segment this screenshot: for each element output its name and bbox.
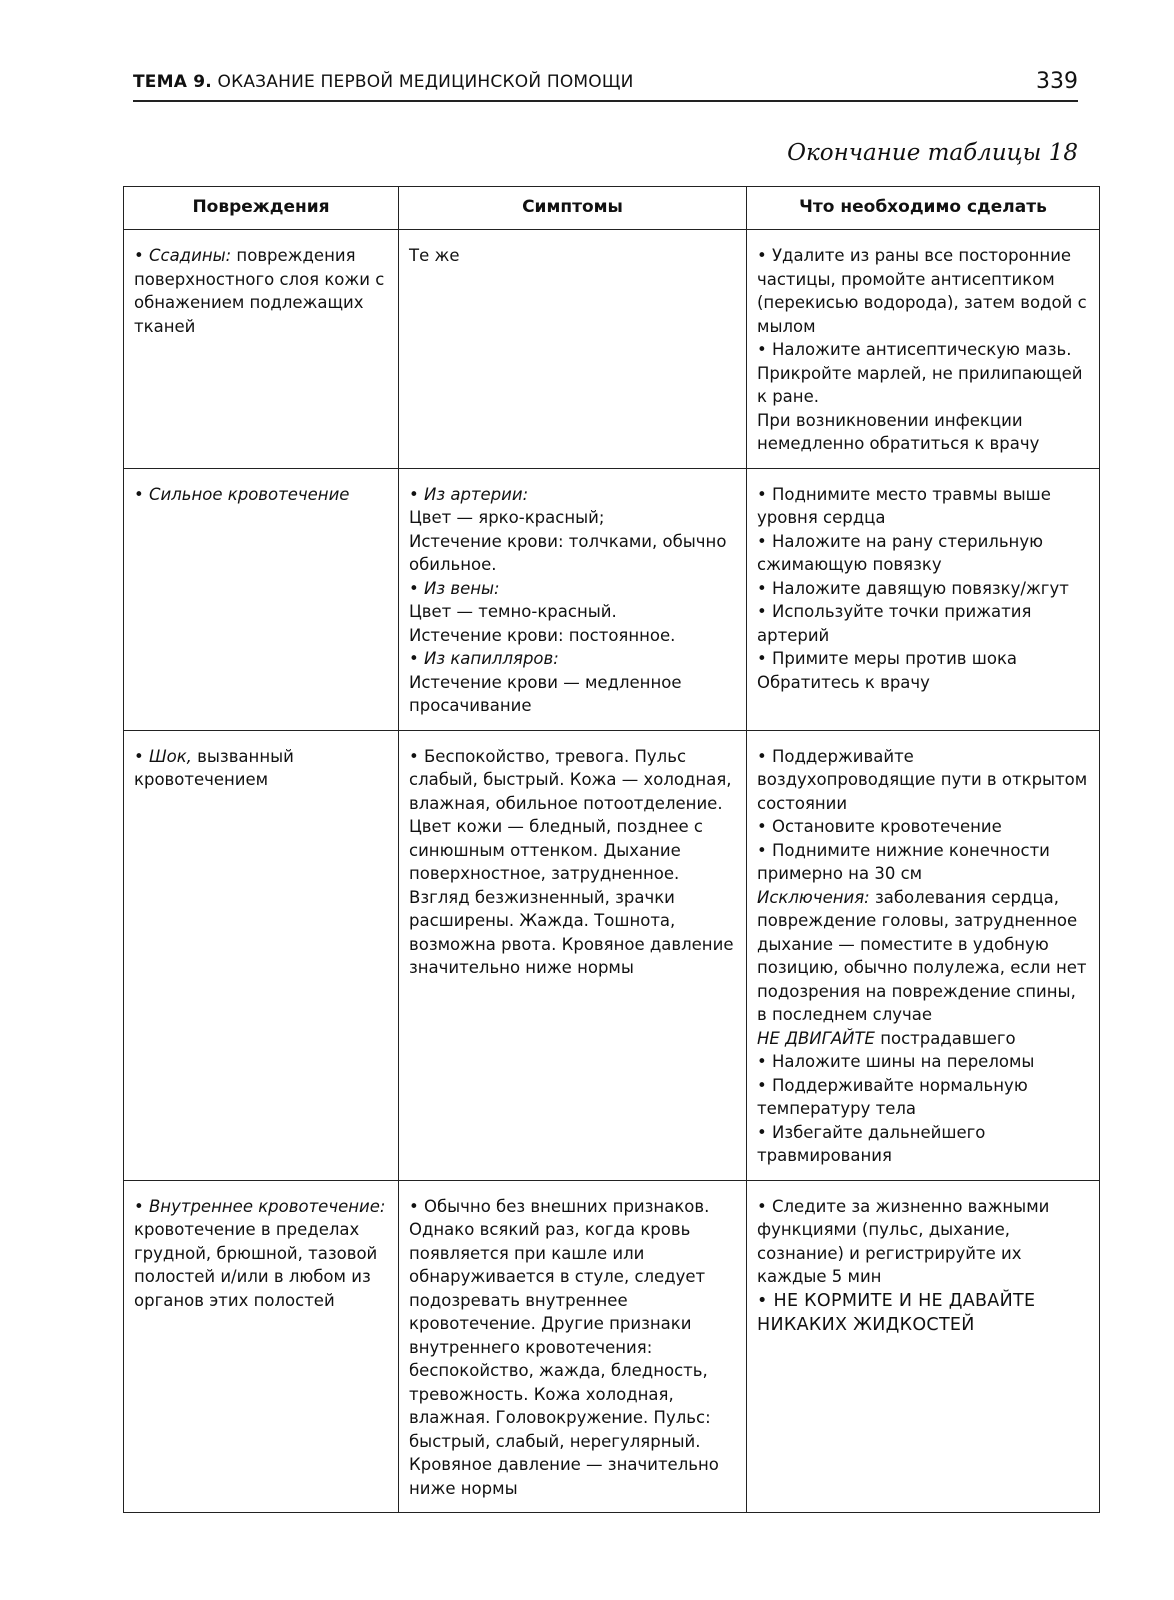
cell-line [757, 530, 1089, 577]
cell-line [757, 1074, 1089, 1121]
cell-line [757, 577, 1089, 601]
cell-line [409, 244, 736, 268]
cell-line [757, 886, 1089, 1027]
cell-text: • Следите за жизненно важными функциями (пульс, дыхание, сознание) и регистрируйте их каждые 5 мин [757, 1196, 1050, 1286]
cell-line [757, 1289, 1089, 1338]
cell-text: Цвет — темно-красный. [409, 602, 617, 621]
row-shock [124, 730, 1100, 1180]
cell-text: Те же [409, 246, 460, 265]
cell-text: • Внутреннее кровотечение: [134, 1196, 386, 1216]
actions-cell [747, 230, 1100, 469]
cell-line [409, 624, 736, 648]
symptoms-cell [399, 730, 747, 1180]
column-header-symptoms: Симптомы [399, 187, 747, 230]
cell-text: • Из вены: [409, 578, 500, 598]
cell-text: • Обычно без внешних признаков. Однако всякий раз, когда кровь появляется при кашле или обнаруживается в стуле, следует подозревать внутреннее кровотечение. Другие признаки внутреннего кровотечения: беспокойство, жажда, бледность, тревожность. Кожа холодная, влажная. Головокружение. Пульс: быстрый, слабый, нерегулярный. Кровяное давление — значительно ниже нормы [409, 1196, 719, 1498]
row-abrasions [124, 230, 1100, 469]
cell-line [409, 483, 736, 507]
cell-line [757, 338, 1089, 409]
cell-text: • Остановите кровотечение [757, 817, 1002, 836]
cell-text: заболевания сердца, повреждение головы, затрудненное дыхание — поместите в удобную позицию, обычно полулежа, если нет подозрения на повреждение спины, в последнем случае [757, 887, 1087, 1024]
table-header-row [124, 187, 1100, 230]
column-header-injuries: Повреждения [124, 187, 399, 230]
cell-line [757, 647, 1089, 671]
symptoms-cell [399, 468, 747, 730]
cell-text: • Примите меры против шока [757, 649, 1018, 668]
cell-line [409, 530, 736, 577]
header-title [133, 72, 634, 92]
cell-text: • Поднимите нижние конечности примерно на 30 см [757, 840, 1050, 883]
cell-text: • Ссадины: [134, 246, 232, 265]
cell-line [757, 1195, 1089, 1289]
cell-text: • Из капилляров: [409, 649, 559, 668]
cell-text: повреждения поверхностного слоя кожи с обнажением подлежащих тканей [134, 246, 385, 336]
cell-text: НЕ ДВИГАЙТЕ [757, 1028, 875, 1048]
cell-text: Истечение крови — медленное просачивание [409, 672, 682, 715]
cell-line [757, 1027, 1089, 1051]
actions-cell [747, 1180, 1100, 1513]
cell-line [757, 483, 1089, 530]
cell-line [757, 409, 1089, 456]
actions-cell [747, 468, 1100, 730]
cell-text: • Наложите антисептическую мазь. Прикройте марлей, не прилипающей к ране. [757, 340, 1083, 406]
row-severe-bleeding [124, 468, 1100, 730]
cell-line [409, 745, 736, 980]
injury-cell [124, 1180, 399, 1513]
cell-line [757, 745, 1089, 816]
cell-line [409, 671, 736, 718]
cell-text: • Поддерживайте нормальную температуру тела [757, 1075, 1028, 1118]
running-header [133, 66, 1078, 102]
cell-text: пострадавшего [874, 1028, 1016, 1048]
header-topic-title: ОКАЗАНИЕ ПЕРВОЙ МЕДИЦИНСКОЙ ПОМОЩИ [217, 72, 634, 92]
header-topic-label: ТЕМА 9. [133, 72, 212, 92]
symptoms-cell [399, 230, 747, 469]
injury-cell [124, 730, 399, 1180]
cell-text: Истечение крови: толчками, обычно обильное. [409, 531, 727, 574]
injury-cell [124, 468, 399, 730]
cell-text: • Поддерживайте воздухопроводящие пути в открытом состоянии [757, 746, 1088, 813]
cell-line [757, 1050, 1089, 1074]
cell-line [757, 244, 1089, 338]
cell-text: • Наложите шины на переломы [757, 1052, 1035, 1071]
cell-text: • Из артерии: [409, 484, 529, 504]
injury-cell [124, 230, 399, 469]
table-caption: Окончание таблицы 18 [787, 140, 1078, 166]
cell-text: Исключения: [757, 887, 870, 907]
cell-text: вызванный кровотечением [134, 746, 294, 789]
cell-line [409, 600, 736, 624]
cell-text: • Поднимите место травмы выше уровня сердца [757, 484, 1051, 527]
cell-text: • Избегайте дальнейшего травмирования [757, 1122, 986, 1165]
cell-text: Истечение крови: постоянное. [409, 625, 676, 645]
actions-cell [747, 730, 1100, 1180]
cell-text: • Беспокойство, тревога. Пульс слабый, быстрый. Кожа — холодная, влажная, обильное потоотделение. Цвет кожи — бледный, позднее с синюшным оттенком. Дыхание поверхностное, затрудненное. Взгляд безжизненный, зрачки расширены. Жажда. Тошнота, возможна рвота. Кровяное давление значительно ниже нормы [409, 746, 734, 977]
cell-line [757, 1121, 1089, 1168]
cell-text: кровотечение в пределах грудной, брюшной, тазовой полостей и/или в любом из органов этих полостей [134, 1220, 378, 1310]
cell-text: При возникновении инфекции немедленно обратиться к врачу [757, 410, 1040, 453]
cell-text: • НЕ КОРМИТЕ И НЕ ДАВАЙТЕ НИКАКИХ ЖИДКОСТЕЙ [757, 1290, 1036, 1335]
row-internal-bleeding [124, 1180, 1100, 1513]
cell-line [409, 506, 736, 530]
cell-text: • Наложите давящую повязку/жгут [757, 578, 1069, 598]
cell-text: • Используйте точки прижатия артерий [757, 602, 1032, 645]
cell-text: • Наложите на рану стерильную сжимающую повязку [757, 531, 1044, 574]
cell-text: Цвет — ярко-красный; [409, 508, 605, 527]
cell-text: • Удалите из раны все посторонние частицы, промойте антисептиком (перекисью водорода), затем водой с мылом [757, 246, 1087, 336]
cell-text: • Шок, [134, 746, 192, 766]
column-header-actions: Что необходимо сделать [747, 187, 1100, 230]
cell-line [409, 647, 736, 671]
cell-line [757, 671, 1089, 695]
cell-line [409, 1195, 736, 1501]
symptoms-cell [399, 1180, 747, 1513]
cell-line [757, 600, 1089, 647]
cell-text: Обратитесь к врачу [757, 672, 930, 692]
cell-line [757, 815, 1089, 839]
page-number: 339 [1036, 69, 1078, 94]
cell-text: • Сильное кровотечение [134, 484, 350, 504]
first-aid-table [123, 186, 1100, 1513]
cell-line [757, 839, 1089, 886]
cell-line [409, 577, 736, 601]
